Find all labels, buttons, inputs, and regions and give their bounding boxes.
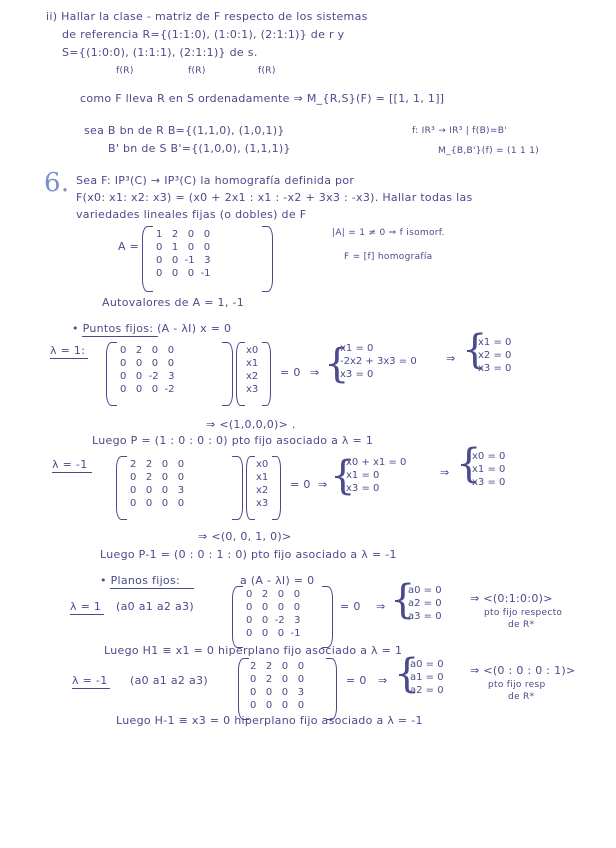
lambda1-matrix-right-paren (222, 342, 233, 406)
part-ii-line4: como F lleva R en S ordenadamente ⇒ M_{R,S}(F) = [[1, 1, 1]] (80, 92, 445, 105)
lambda2-conclusion: Luego P-1 = (0 : 0 : 1 : 0) pto fijo asociado a λ = -1 (100, 548, 397, 561)
part-ii-line6a: B' bn de S B'={(1,0,0), (1,1,1)} (108, 142, 291, 155)
lambda2-system: x0 + x1 = 0 x1 = 0 x3 = 0 (346, 457, 407, 494)
homography-note: F = [f] homografía (344, 252, 433, 262)
points-title-underline (82, 336, 158, 337)
part-ii-line5a: sea B bn de R B={(1,1,0), (1,0,1)} (84, 124, 285, 137)
lambda2-eq: = 0 (290, 478, 311, 491)
lambda1-solution: x1 = 0 x2 = 0 x3 = 0 (478, 337, 512, 374)
lambda2-label: λ = -1 (52, 458, 88, 471)
lambda1-label: λ = 1: (50, 344, 86, 357)
lambda1-brace: { (324, 341, 350, 387)
plane2-underline (72, 688, 110, 689)
lambda2-implies2: ⇒ (440, 466, 450, 479)
planes-title-underline (110, 588, 194, 589)
plane1-matrix: 0 2 0 0 0 0 0 0 0 0 -2 3 0 0 0 -1 (246, 589, 301, 639)
plane2-matrix: 2 2 0 0 0 2 0 0 0 0 0 3 0 0 0 0 (250, 661, 305, 711)
ex6-line3: variedades lineales fijas (o dobles) de F (76, 208, 307, 221)
part-ii-line2: de referencia R={(1:1:0), (1:0:1), (2:1:1)} de r y (62, 28, 345, 41)
plane2-vector: (a0 a1 a2 a3) (130, 674, 208, 687)
plane1-vector: (a0 a1 a2 a3) (116, 600, 194, 613)
lambda2-vector-right-paren (272, 456, 281, 520)
plane2-result3: de R* (508, 692, 535, 702)
plane1-result: ⇒ <(0:1:0:0)> (470, 592, 553, 605)
plane2-right-paren (326, 658, 337, 720)
lambda1-eq: = 0 (280, 366, 301, 379)
eigenvalues: Autovalores de A = 1, -1 (102, 296, 244, 309)
lambda2-result: ⇒ <(0, 0, 1, 0)> (198, 530, 292, 543)
plane1-conclusion: Luego H1 ≡ x1 = 0 hiperplano fijo asociado a λ = 1 (104, 644, 403, 657)
plane2-conclusion: Luego H-1 ≡ x3 = 0 hiperplano fijo asociado a λ = -1 (116, 714, 423, 727)
lambda2-underline (52, 472, 92, 473)
matrix-a-right-paren (262, 226, 273, 292)
points-title: • Puntos fijos: (A - λI) x = 0 (72, 322, 232, 335)
label-fR2: f(R) (188, 66, 206, 76)
lambda1-x-vector: x0 x1 x2 x3 (246, 345, 259, 395)
matrix-a: 1 2 0 0 0 1 0 0 0 0 -1 3 0 0 0 -1 (156, 229, 211, 279)
lambda1-conclusion: Luego P = (1 : 0 : 0 : 0) pto fijo asociado a λ = 1 (92, 434, 374, 447)
part-ii-line3: S={(1:0:0), (1:1:1), (2:1:1)} de s. (62, 46, 258, 59)
lambda2-brace2: { (456, 441, 482, 487)
lambda2-matrix: 2 2 0 0 0 2 0 0 0 0 0 3 0 0 0 0 (130, 459, 185, 509)
matrix-a-label: A = (118, 240, 140, 253)
part-ii-line6b: M_{B,B'}(f) = (1 1 1) (438, 146, 540, 156)
plane2-system: a0 = 0 a1 = 0 a2 = 0 (410, 659, 444, 696)
plane2-result: ⇒ <(0 : 0 : 0 : 1)> (470, 664, 576, 677)
ex6-line1: Sea F: IP³(C) → IP³(C) la homografía definida por (76, 174, 355, 187)
matrix-a-left-paren (142, 226, 153, 292)
plane2-eq: = 0 (346, 674, 367, 687)
lambda1-matrix: 0 2 0 0 0 0 0 0 0 0 -2 3 0 0 0 -2 (120, 345, 175, 395)
part-ii-line1: ii) Hallar la clase - matriz de F respecto de los sistemas (46, 10, 368, 23)
lambda1-underline (50, 358, 88, 359)
exercise-number: 6. (44, 168, 70, 198)
plane1-left-paren (232, 586, 243, 648)
label-fR3: f(R) (258, 66, 276, 76)
part-ii-line5b: f: IR³ → IR³ | f(B)=B' (412, 126, 507, 136)
lambda1-system: x1 = 0 -2x2 + 3x3 = 0 x3 = 0 (340, 343, 417, 380)
plane1-result2: pto fijo respecto (484, 608, 563, 618)
plane1-result3: de R* (508, 620, 535, 630)
plane1-system: a0 = 0 a2 = 0 a3 = 0 (408, 585, 442, 622)
lambda1-vector-left-paren (236, 342, 245, 406)
lambda2-implies: ⇒ (318, 478, 328, 491)
plane2-label: λ = -1 (72, 674, 108, 687)
ex6-line2: F(x0: x1: x2: x3) = (x0 + 2x1 : x1 : -x2 + 3x3 : -x3). Hallar todas las (76, 191, 473, 204)
det-note: |A| = 1 ≠ 0 ⇒ f isomorf. (332, 228, 445, 238)
plane1-brace: { (390, 577, 416, 623)
lambda2-x-vector: x0 x1 x2 x3 (256, 459, 269, 509)
plane2-brace: { (394, 651, 420, 697)
lambda1-left-paren (106, 342, 117, 406)
lambda1-implies: ⇒ (310, 366, 320, 379)
plane1-underline (70, 614, 104, 615)
lambda2-left-paren (116, 456, 127, 520)
lambda1-vector-right-paren (262, 342, 271, 406)
lambda2-brace: { (330, 453, 356, 499)
label-fR1: f(R) (116, 66, 134, 76)
plane2-result2: pto fijo resp (488, 680, 546, 690)
plane1-label: λ = 1 (70, 600, 102, 613)
plane1-implies: ⇒ (376, 600, 386, 613)
planes-equation: a (A - λI) = 0 (240, 574, 315, 587)
lambda2-vector-left-paren (246, 456, 255, 520)
plane2-implies: ⇒ (378, 674, 388, 687)
plane1-eq: = 0 (340, 600, 361, 613)
planes-title: • Planos fijos: (100, 574, 180, 587)
plane2-left-paren (238, 658, 249, 720)
plane1-right-paren (322, 586, 333, 648)
lambda1-result: ⇒ <(1,0,0,0)> . (206, 418, 296, 431)
lambda1-implies2: ⇒ (446, 352, 456, 365)
lambda2-matrix-right-paren (232, 456, 243, 520)
lambda2-solution: x0 = 0 x1 = 0 x3 = 0 (472, 451, 506, 488)
lambda1-brace2: { (462, 327, 488, 373)
